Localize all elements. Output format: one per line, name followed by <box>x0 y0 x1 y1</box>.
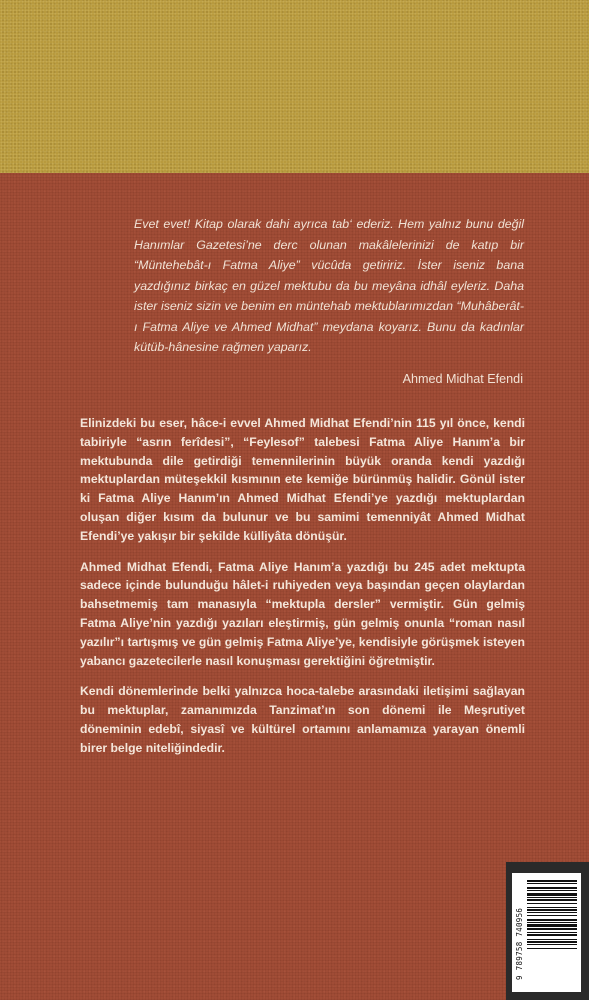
blurb-paragraph-2: Ahmed Midhat Efendi, Fatma Aliye Hanım’a yazdığı bu 245 adet mektupta sadece içinde bulunduğu hâlet-i ruhiyeden veya başından geçen olaylardan bahsetmemiş tam manasıyla “mektupla dersler” vermiştir. Gün gelmiş Fatma Aliye’nin yazdığı yazıları eleştirmiş, gün gelmiş onunla “roman nasıl yazılır”ı tartışmış ve gün gelmiş Fatma Aliye’ye, kendisiyle görüşmek isteyen yabancı gazetecilerle nasıl konuşması gerektiğini öğretmiştir. <box>80 559 525 668</box>
barcode-bar <box>527 915 577 916</box>
barcode-bar <box>527 907 577 908</box>
barcode-bar <box>527 890 577 891</box>
gold-texture-band <box>0 0 589 173</box>
blurb-text <box>80 414 525 770</box>
barcode-bar <box>527 932 577 933</box>
blurb-paragraph-3: Kendi dönemlerinde belki yalnızca hoca-talebe arasındaki iletişimi sağlayan bu mektuplar, zamanımızda Tanzimat’ın son dönemi ile Meşrutiyet döneminin edebî, siyasî ve kültürel ortamını anlamamıza yarayan önemli birer belge niteliğindedir. <box>80 684 525 755</box>
epigraph-quote: Evet evet! Kitap olarak dahi ayrıca tab‘ ederiz. Hem yalnız bunu değil Hanımlar Gazetesi’ne derc olunan makâlelerinizi de katıp bir “Müntehebât-ı Fatma Aliye” vücûda getiririz. İster iseniz bana yazdığınız birkaç en güzel mektubu da bu meyâna idhâl eyleriz. Daha ister iseniz sizin ve benim en müntehab mektublarımızdan “Muhâberât-ı Fatma Aliye ve Ahmed Midhat” meydana koyarız. Bunu da kadınlar kütüb-hânesine rağmen yaparız. <box>134 217 524 354</box>
barcode-bar <box>527 893 577 896</box>
barcode-bar <box>527 924 577 927</box>
barcode-bar <box>527 903 577 904</box>
barcode-bar <box>527 909 577 911</box>
barcode-bar <box>527 899 577 901</box>
isbn-barcode <box>527 878 577 988</box>
epigraph-author: Ahmed Midhat Efendi <box>402 372 523 386</box>
barcode-bar <box>527 883 577 884</box>
blurb-paragraph-1: Elinizdeki bu eser, hâce-i evvel Ahmed Midhat Efendi’nin 115 yıl önce, kendi tabiriyle “asrın ferîdesi”, “Feylesof” talebesi Fatma Aliye Hanım’a bir mektubunda dile getirdiği temennilerinin büyük oranda kendi yazdığı mektuplardan müteşekkil kısmının ete kemiğe bürünmüş halidir. Gönül ister ki Fatma Aliye Hanım’ın Ahmed Midhat Efendi’ye yazdığı mektuplardan oluşan diğer kısım da bulunur ve bu samimi temenniyât Ahmed Midhat Efendi’ye yakışır bir şekilde külliyâta dönüşür. <box>80 416 525 543</box>
barcode-bar <box>527 928 577 930</box>
barcode-bar <box>527 887 577 889</box>
barcode-bar <box>527 934 577 936</box>
barcode-bar <box>527 941 577 943</box>
barcode-bar <box>527 897 577 898</box>
barcode-bar <box>527 939 577 940</box>
isbn-number: 9 789758 740956 <box>515 907 524 980</box>
barcode-bar <box>527 948 577 949</box>
barcode-bar <box>527 880 577 882</box>
barcode-bar <box>527 912 577 913</box>
barcode-bar <box>527 922 577 923</box>
barcode-bar <box>527 944 577 945</box>
barcode-bar <box>527 919 577 921</box>
